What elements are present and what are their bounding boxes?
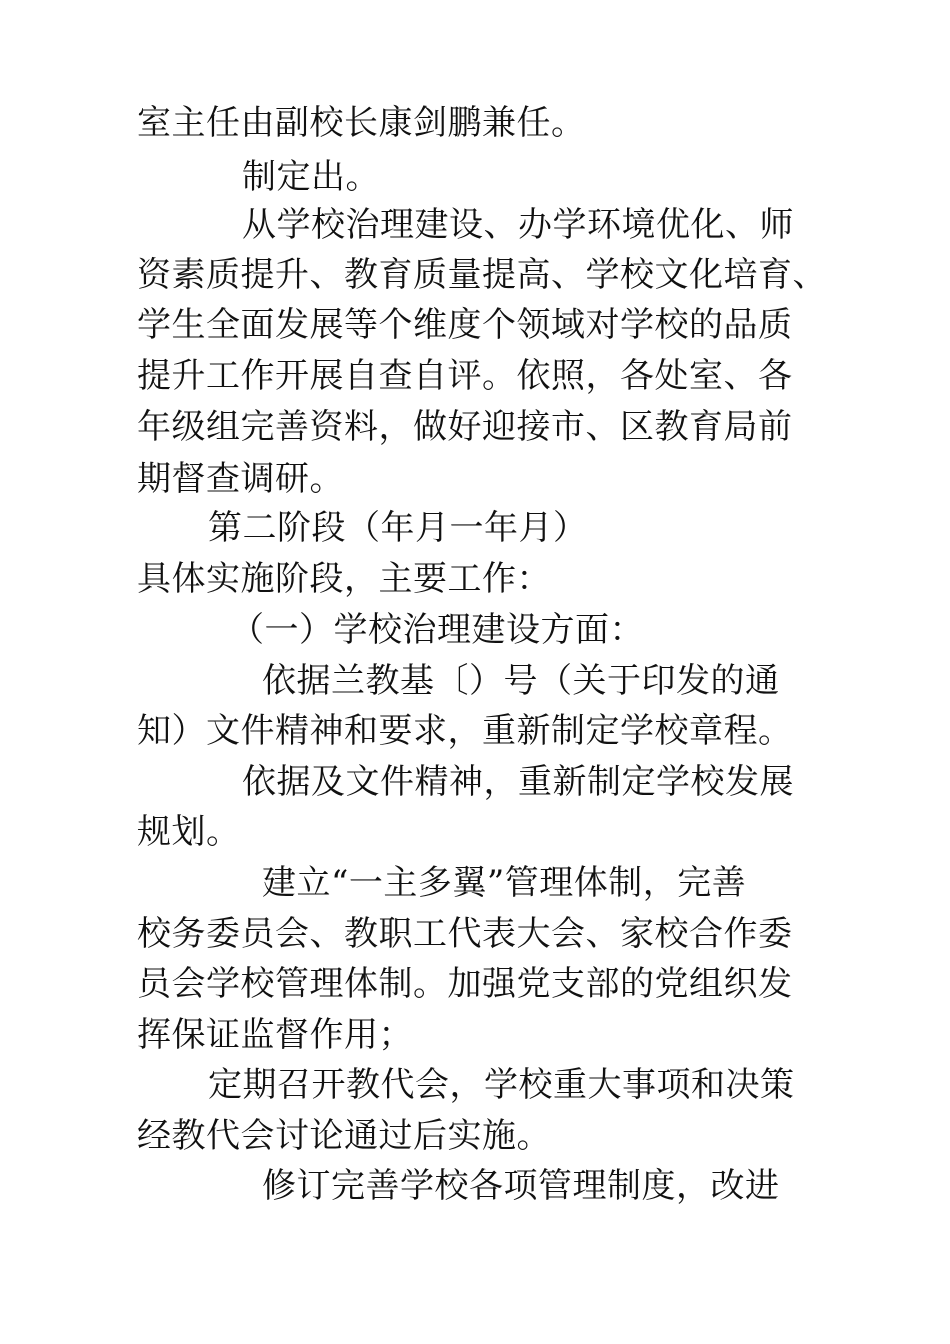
subsection-heading: （一）学校治理建设方面： (230, 610, 644, 650)
text-line: 室主任由副校长康剑鹏兼任。 (137, 103, 586, 143)
section-heading: 第二阶段（年月一年月） (208, 508, 588, 548)
text-line: 挥保证监督作用； (137, 1015, 413, 1055)
text-line: 经教代会讨论通过后实施。 (137, 1116, 551, 1156)
text-line: 规划。 (137, 812, 241, 852)
text-line: 年级组完善资料，做好迎接市、区教育局前 (137, 407, 793, 447)
text-line: 制定出。 (242, 157, 380, 197)
text-line: 具体实施阶段，主要工作： (137, 559, 551, 599)
text-line: 从学校治理建设、办学环境优化、师 (242, 205, 794, 245)
text-line: 修订完善学校各项管理制度，改进 (262, 1166, 780, 1206)
text-line: 提升工作开展自查自评。依照，各处室、各 (137, 356, 793, 396)
text-line: 定期召开教代会，学校重大事项和决策 (208, 1065, 795, 1105)
text-line: 校务委员会、教职工代表大会、家校合作委 (137, 914, 793, 954)
text-line: 建立“一主多翼”管理体制，完善 (262, 863, 747, 903)
text-line: 依据及文件精神，重新制定学校发展 (242, 762, 794, 802)
text-line: 期督查调研。 (137, 459, 344, 499)
text-line: 员会学校管理体制。加强党支部的党组织发 (137, 964, 793, 1004)
text-line: 依据兰教基〔）号（关于印发的通 (262, 661, 780, 701)
text-line: 资素质提升、教育质量提高、学校文化培育、 (137, 255, 827, 295)
text-line: 学生全面发展等个维度个领域对学校的品质 (137, 305, 793, 345)
text-line: 知）文件精神和要求，重新制定学校章程。 (137, 711, 793, 751)
